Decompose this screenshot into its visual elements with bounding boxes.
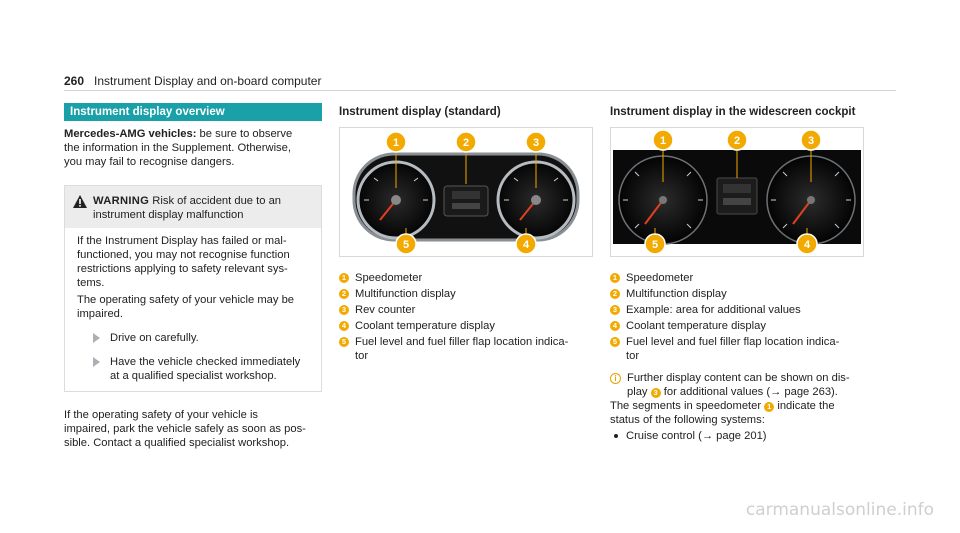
warning-line: impaired. (77, 308, 124, 320)
step-arrow-icon (93, 333, 100, 343)
legend-item (610, 287, 870, 301)
legend-text (355, 335, 568, 363)
section-heading-bar (64, 103, 322, 121)
legend-badge: 4 (610, 321, 620, 331)
svg-text:2: 2 (733, 135, 741, 147)
page-header-title: Instrument Display and on-board computer (94, 74, 322, 88)
note-text (627, 371, 850, 399)
warning-paragraph (77, 293, 313, 321)
svg-text:5: 5 (651, 239, 659, 251)
legend-item (610, 271, 870, 285)
svg-text:3: 3 (532, 137, 540, 149)
svg-text:3: 3 (807, 135, 815, 147)
legend-text: Example: area for additional values (626, 304, 801, 316)
bullet-item (614, 429, 870, 443)
legend-line: Fuel level and fuel filler flap location indica- (626, 336, 840, 348)
legend-text: Coolant temperature display (355, 320, 495, 332)
note-line: Further display content can be shown on dis- (627, 372, 850, 384)
legend-item (339, 303, 599, 317)
intro-line: the information in the Supplement. Otherwise, (64, 142, 291, 154)
legend-item (339, 287, 599, 301)
segments-text (610, 399, 870, 427)
warning-head-text: instrument display malfunction (93, 209, 244, 221)
legend-item (339, 335, 599, 363)
legend-badge: 1 (610, 273, 620, 283)
legend-item (610, 303, 870, 317)
legend-text: Rev counter (355, 304, 416, 316)
legend-badge: 2 (339, 289, 349, 299)
segments-line: status of the following systems: (610, 414, 765, 426)
step-text (110, 355, 300, 383)
legend-badge: 2 (610, 289, 620, 299)
warning-line: If the Instrument Display has failed or mal- (77, 235, 287, 247)
intro-line: you may fail to recognise dangers. (64, 156, 235, 168)
svg-text:4: 4 (522, 239, 530, 251)
legend-item (339, 319, 599, 333)
legend-text: Multifunction display (626, 288, 727, 300)
section-heading: Instrument display overview (70, 106, 225, 118)
legend-text (626, 335, 839, 363)
legend-badge: 1 (339, 273, 349, 283)
segments-line: indicate the (774, 400, 835, 412)
legend-badge: 3 (610, 305, 620, 315)
widescreen-display-column (610, 103, 870, 443)
info-icon: i (610, 373, 621, 384)
svg-text:5: 5 (402, 239, 410, 251)
standard-legend (339, 271, 599, 363)
standard-cluster-figure (339, 127, 593, 257)
header-divider (64, 90, 896, 91)
outro-line: impaired, park the vehicle safely as soon as pos- (64, 423, 306, 435)
step-line: Have the vehicle checked immediately (110, 356, 301, 368)
warning-line: tems. (77, 277, 105, 289)
page-number: 260 (64, 74, 85, 88)
legend-item (339, 271, 599, 285)
inline-badge: 3 (651, 388, 661, 398)
watermark: carmanualsonline.info (745, 500, 934, 520)
outro-line: sible. Contact a qualified specialist workshop. (64, 437, 290, 449)
intro-bold: Mercedes-AMG vehicles: (64, 128, 197, 140)
note-line[interactable]: for additional values (→ page 263). (660, 386, 838, 398)
note-line: play (627, 386, 651, 398)
page-header (64, 74, 321, 88)
legend-badge: 4 (339, 321, 349, 331)
legend-badge: 5 (339, 337, 349, 347)
legend-text: Multifunction display (355, 288, 456, 300)
bullet-text[interactable]: Cruise control (→ page 201) (626, 430, 767, 442)
outro-line: If the operating safety of your vehicle is (64, 409, 259, 421)
bullet-dot (614, 434, 618, 438)
legend-item (610, 319, 870, 333)
info-note (610, 371, 870, 399)
legend-item (610, 335, 870, 363)
svg-text:4: 4 (803, 239, 811, 251)
warning-header (65, 186, 321, 228)
segments-line: The segments in speedometer (610, 400, 765, 412)
widescreen-legend (610, 271, 870, 363)
warning-line: functioned, you may not recognise function (77, 249, 290, 261)
warning-head-text: Risk of accident due to an (149, 195, 282, 207)
step-arrow-icon (93, 357, 100, 367)
warning-line: The operating safety of your vehicle may be (77, 294, 295, 306)
instruction-step (93, 331, 313, 345)
widescreen-cluster-figure (610, 127, 864, 257)
svg-text:1: 1 (659, 135, 667, 147)
instruction-step (93, 355, 313, 383)
legend-text: Speedometer (626, 272, 694, 284)
step-text: Drive on carefully. (110, 332, 199, 344)
legend-badge: 3 (339, 305, 349, 315)
warning-body (65, 228, 321, 391)
legend-line: tor (355, 350, 369, 362)
standard-display-title: Instrument display (standard) (339, 106, 501, 118)
warning-box (64, 185, 322, 392)
standard-display-column (339, 103, 599, 365)
warning-triangle-icon (73, 195, 87, 208)
legend-text: Speedometer (355, 272, 423, 284)
legend-line: Fuel level and fuel filler flap location indica- (355, 336, 569, 348)
warning-line: restrictions applying to safety relevant sys- (77, 263, 288, 275)
legend-line: tor (626, 350, 640, 362)
step-line: at a qualified specialist workshop. (110, 370, 277, 382)
standard-cluster-illustration (340, 128, 592, 256)
svg-text:1: 1 (392, 137, 400, 149)
legend-badge: 5 (610, 337, 620, 347)
inline-badge: 1 (764, 402, 774, 412)
overview-column (64, 103, 322, 450)
warning-paragraph (77, 234, 313, 290)
legend-text: Coolant temperature display (626, 320, 766, 332)
widescreen-display-title: Instrument display in the widescreen cockpit (610, 106, 856, 118)
intro-text (64, 127, 322, 169)
intro-line: be sure to observe (196, 128, 293, 140)
outro-text (64, 408, 322, 450)
warning-label: WARNING (93, 195, 150, 207)
widescreen-cluster-illustration (611, 128, 863, 256)
svg-text:2: 2 (462, 137, 470, 149)
